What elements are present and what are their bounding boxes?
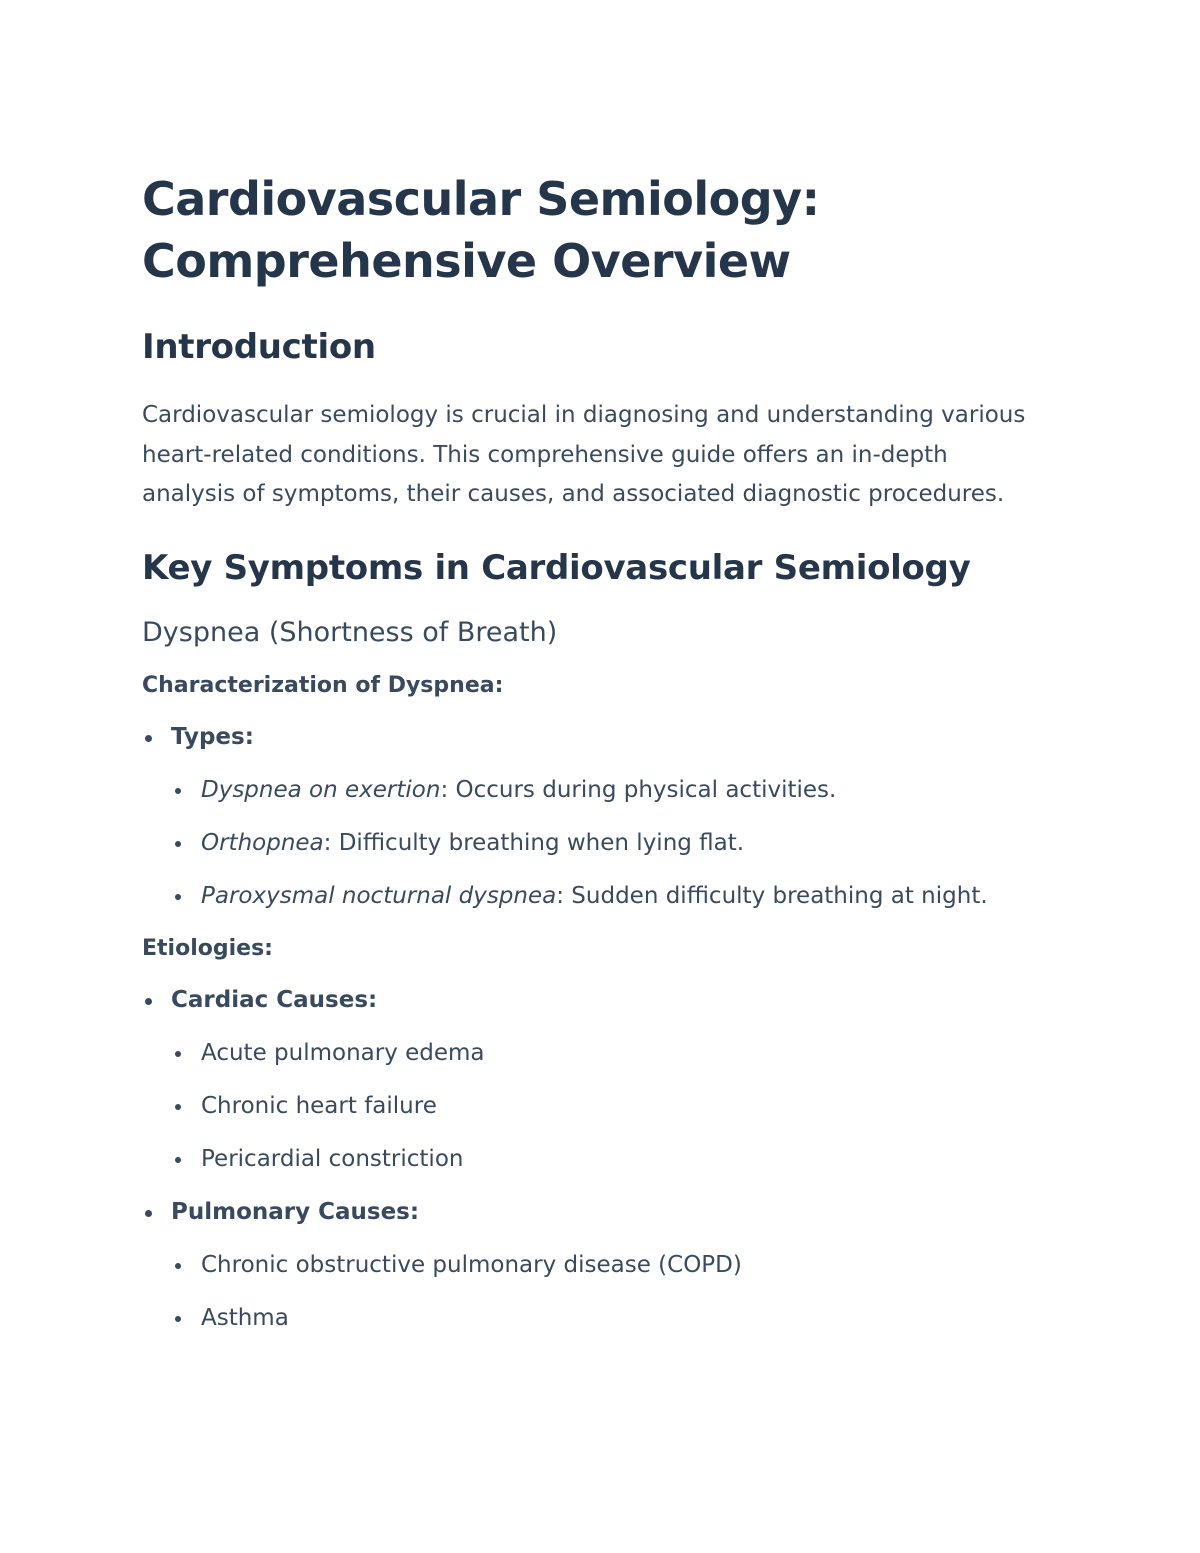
dyspnea-heading: Dyspnea (Shortness of Breath) xyxy=(142,616,558,648)
list-item: Pericardial constriction xyxy=(171,1144,1052,1175)
list-item xyxy=(171,775,1052,806)
characterization-heading: Characterization of Dyspnea: xyxy=(142,672,504,698)
introduction-heading: Introduction xyxy=(142,327,376,367)
etiologies-heading: Etiologies: xyxy=(142,935,273,961)
type-description: : Difficulty breathing when lying flat. xyxy=(323,829,745,856)
etiologies-list xyxy=(142,985,1052,1334)
key-symptoms-heading: Key Symptoms in Cardiovascular Semiology xyxy=(142,547,971,588)
list-item xyxy=(171,881,1052,912)
introduction-paragraph: Cardiovascular semiology is crucial in diagnosing and understanding various heart-related conditions. This comprehensive guide offers an in-depth analysis of symptoms, their causes, and associated diagnostic procedures. xyxy=(142,402,1026,507)
cardiac-causes-label: Cardiac Causes: xyxy=(171,986,378,1013)
list-item-pulmonary-causes xyxy=(142,1197,1052,1334)
type-description: : Occurs during physical activities. xyxy=(440,776,837,803)
list-item xyxy=(171,828,1052,859)
list-item: Chronic obstructive pulmonary disease (COPD) xyxy=(171,1250,1052,1281)
title-line-2: Comprehensive Overview xyxy=(142,234,791,288)
type-term: Dyspnea on exertion xyxy=(201,776,441,803)
list-item: Acute pulmonary edema xyxy=(171,1038,1052,1069)
list-item-cardiac-causes xyxy=(142,985,1052,1175)
pulmonary-causes-list xyxy=(171,1250,1052,1334)
list-item: Chronic heart failure xyxy=(171,1091,1052,1122)
type-description: : Sudden difficulty breathing at night. xyxy=(556,882,988,909)
types-list xyxy=(171,775,1052,912)
pulmonary-causes-label: Pulmonary Causes: xyxy=(171,1198,420,1225)
title-line-1: Cardiovascular Semiology: xyxy=(142,172,820,226)
types-label: Types: xyxy=(171,723,254,750)
document-page xyxy=(142,168,1052,1334)
characterization-list xyxy=(142,722,1052,912)
list-item: Asthma xyxy=(171,1303,1052,1334)
document-title xyxy=(142,168,1052,292)
type-term: Paroxysmal nocturnal dyspnea xyxy=(201,882,557,909)
cardiac-causes-list xyxy=(171,1038,1052,1175)
list-item-types xyxy=(142,722,1052,912)
type-term: Orthopnea xyxy=(201,829,324,856)
